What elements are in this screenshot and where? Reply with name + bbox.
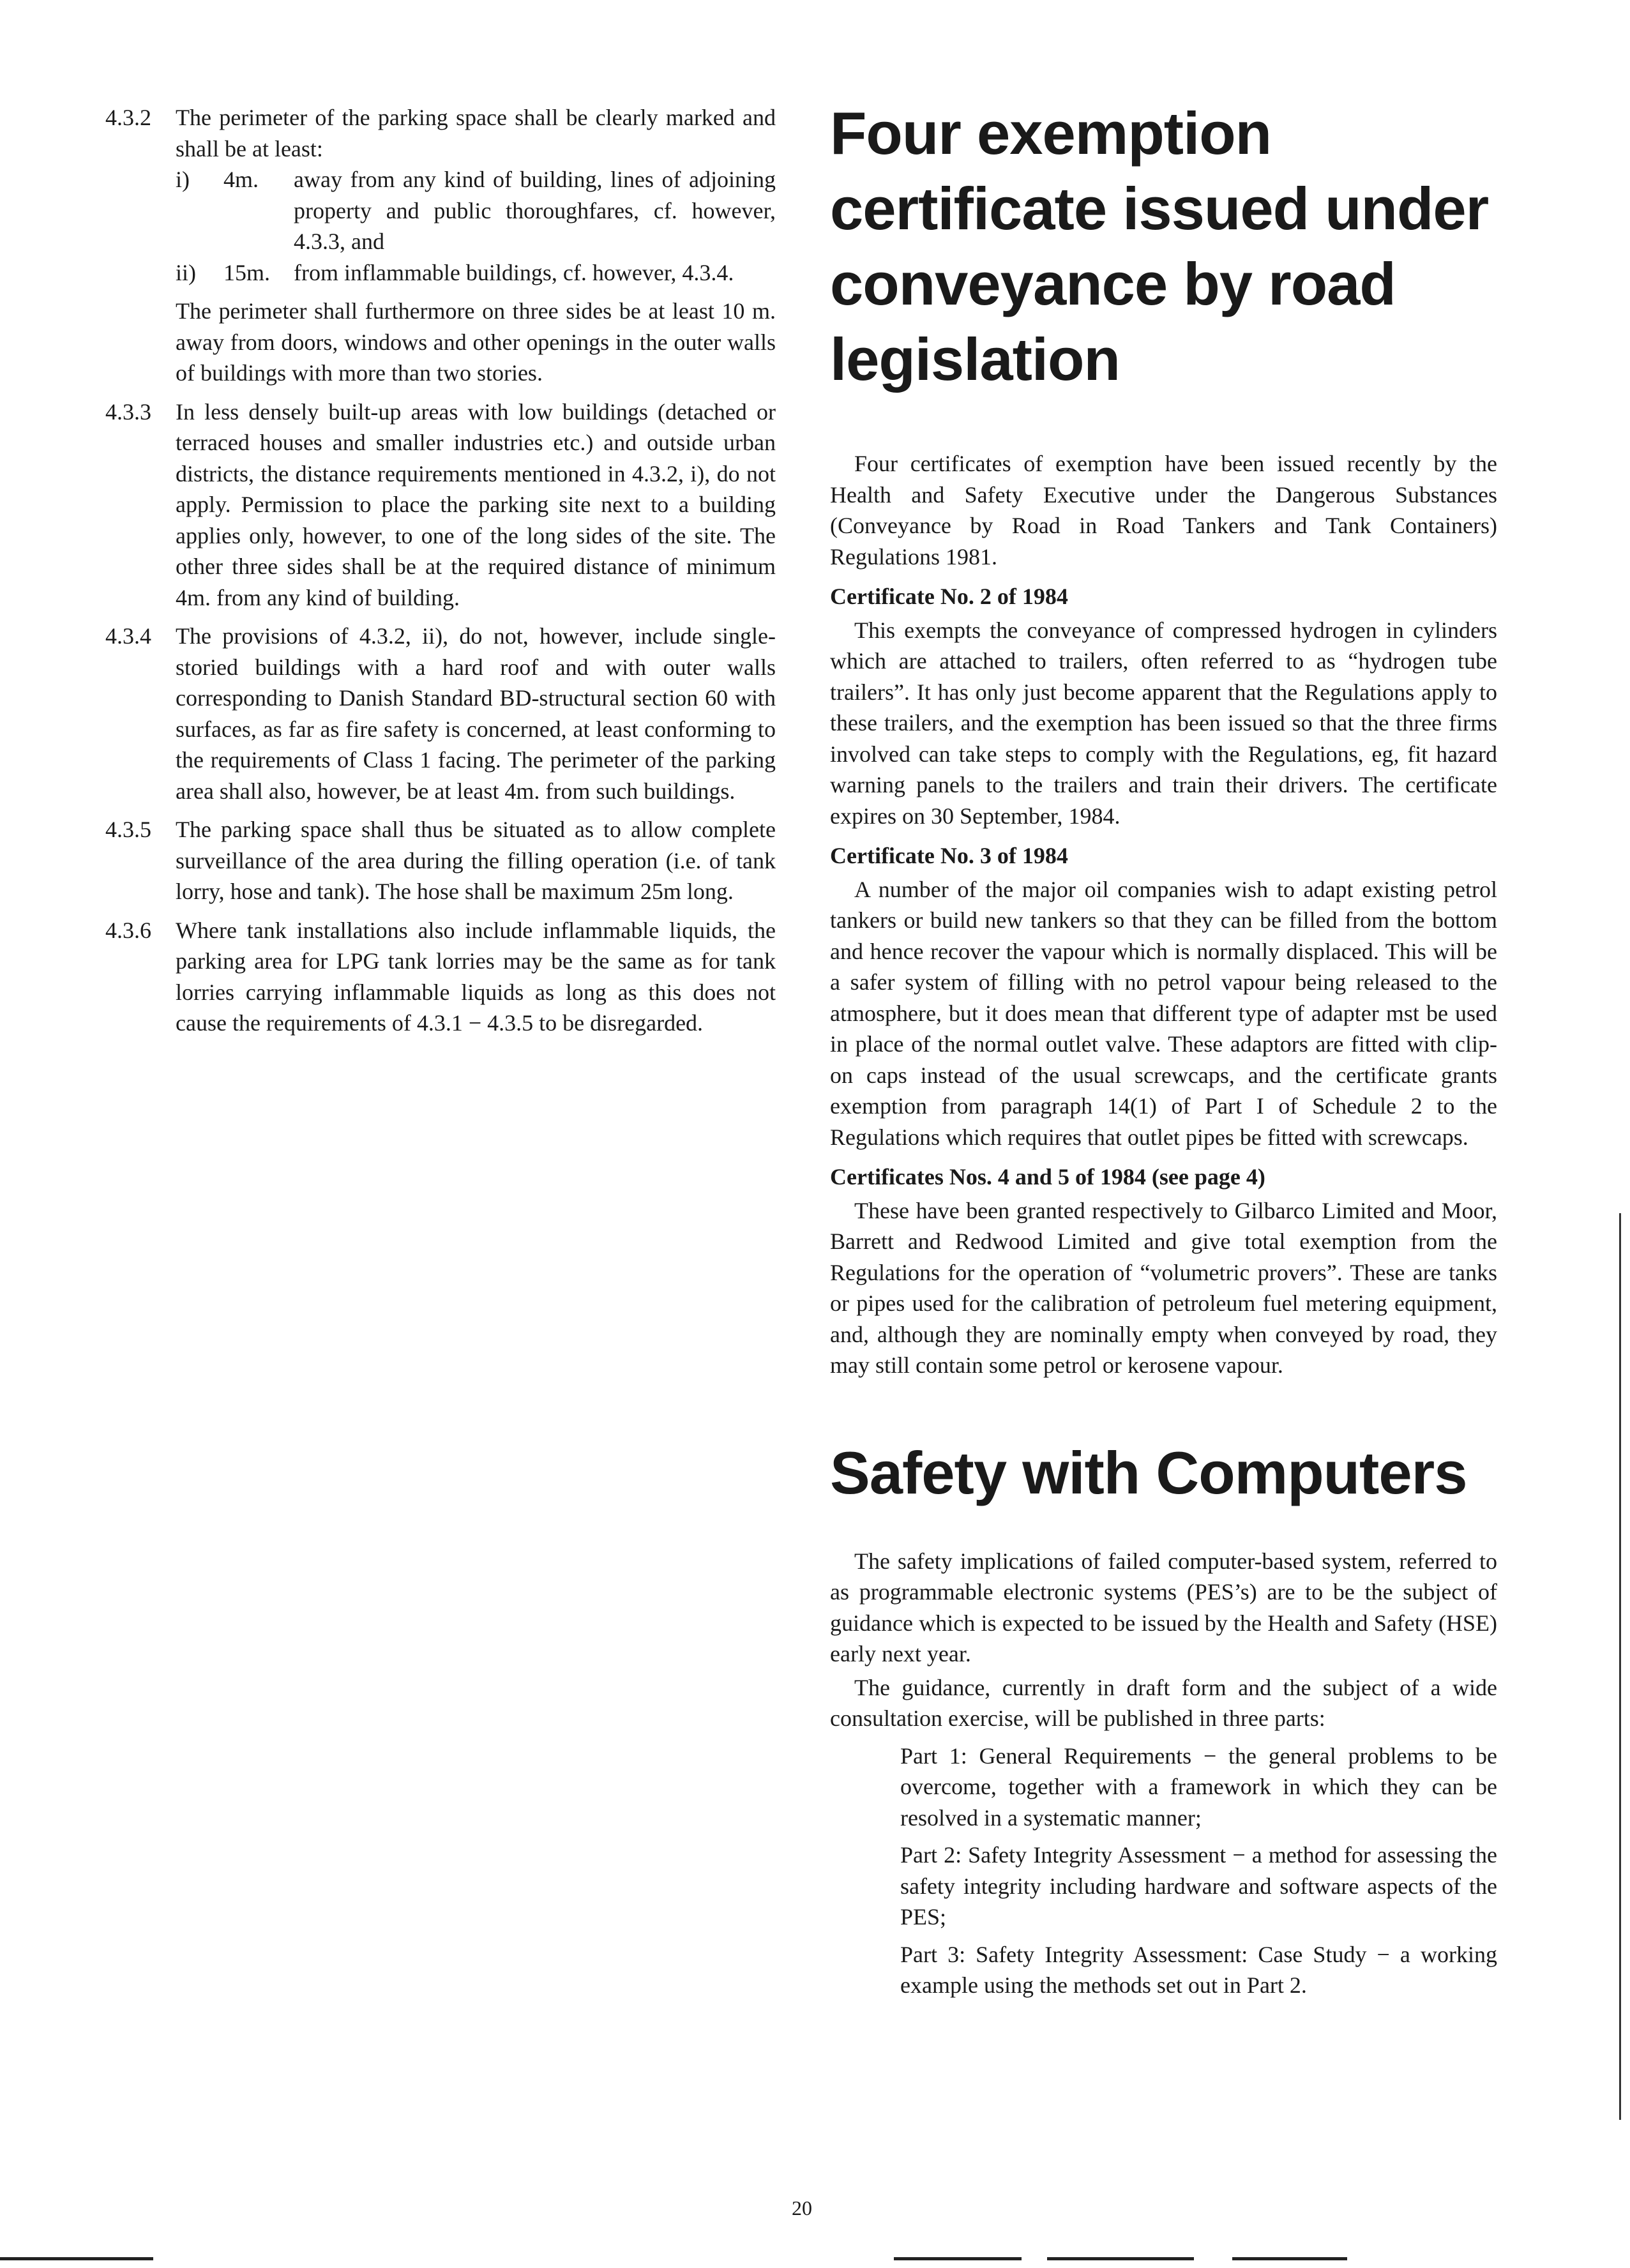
scan-bottom-mark xyxy=(0,2257,153,2260)
guidance-part-3: Part 3: Safety Integrity Assessment: Case Study − a working example using the methods set out in Part 2. xyxy=(900,1941,1497,1998)
left-column xyxy=(105,102,776,1047)
clause-4-3-3 xyxy=(105,397,776,614)
clause-text: The parking space shall thus be situated as to allow complete surveillance of the area during the filling operation (i.e. of tank lorry, hose and tank). The hose shall be maximum 25m long. xyxy=(176,817,776,904)
sub-item-i: i) 4m. away from any kind of building, lines of adjoining property and public thoroughfares, cf. however, 4.3.3, and xyxy=(176,167,776,254)
scan-edge-line xyxy=(1619,1213,1621,2120)
scan-bottom-mark xyxy=(894,2257,1022,2260)
clause-number: 4.3.2 xyxy=(105,105,151,130)
clause-number: 4.3.3 xyxy=(105,398,151,425)
clause-number: 4.3.5 xyxy=(105,817,151,842)
certificate-4-5-heading: Certificates Nos. 4 and 5 of 1984 (see page 4) xyxy=(830,1164,1265,1190)
certificate-4-5-text: These have been granted respectively to Gilbarco Limited and Moor, Barrett and Redwood Limited and give total exemption from the Regulations for the operation of “volumetric provers”. These are tanks or pipes used for the calibration of petroleum fuel metering equipment, and, although they are nominally empty when conveyed by road, they may still contain some petrol or kerosene vapour. xyxy=(830,1197,1497,1378)
right-column xyxy=(830,96,1497,2001)
clause-4-3-4 xyxy=(105,621,776,806)
clause-lead: The perimeter of the parking space shall be clearly marked and shall be at least: xyxy=(176,105,776,162)
page-number: 20 xyxy=(792,2196,812,2219)
scan-bottom-mark xyxy=(1232,2257,1347,2260)
clause-text: Where tank installations also include inflammable liquids, the parking area for LPG tank lorries may be the same as for tank lorries carrying inflammable liquids as long as this does not cause the requirements of 4.3.1 − 4.3.5 to be disregarded. xyxy=(176,917,776,1036)
guidance-part-1: Part 1: General Requirements − the general problems to be overcome, together with a framework in which they can be resolved in a systematic manner; xyxy=(900,1743,1497,1831)
certificate-2-heading: Certificate No. 2 of 1984 xyxy=(830,584,1068,609)
article-intro: Four certificates of exemption have been issued recently by the Health and Safety Executive under the Dangerous Substances (Conveyance by Road in Road Tankers and Tank Containers) Regulations 1981. xyxy=(830,451,1497,570)
clause-4-3-6 xyxy=(105,915,776,1039)
clause-text: The provisions of 4.3.2, ii), do not, however, include single-storied buildings with a hard roof and with outer walls corresponding to Danish Standard BD-structural section 60 with surfaces, as far as fire safety is concerned, at least conforming to the requirements of Class 1 facing. The perimeter of the parking area shall also, however, be at least 4m. from such buildings. xyxy=(176,623,776,804)
computers-para-2: The guidance, currently in draft form and the subject of a wide consultation exercise, will be published in three parts: xyxy=(830,1674,1497,1731)
clause-tail: The perimeter shall furthermore on three sides be at least 10 m. away from doors, windows and other openings in the outer walls of buildings with more than two stories. xyxy=(176,298,776,386)
guidance-part-2: Part 2: Safety Integrity Assessment − a method for assessing the safety integrity including hardware and software aspects of the PES; xyxy=(900,1842,1497,1930)
certificate-3-heading: Certificate No. 3 of 1984 xyxy=(830,843,1068,868)
sub-item-ii: ii) 15m. from inflammable buildings, cf. however, 4.3.4. xyxy=(176,259,734,285)
clause-4-3-5 xyxy=(105,814,776,907)
computers-para-1: The safety implications of failed computer-based system, referred to as programmable electronic systems (PES’s) are to be the subject of guidance which is expected to be issued by the Health and Safety (HSE) early next year. xyxy=(830,1548,1497,1667)
clause-number: 4.3.6 xyxy=(105,917,151,943)
article-title-exemption: Four exemption certificate issued under conveyance by road legislation xyxy=(830,100,1489,393)
scan-bottom-mark xyxy=(1047,2257,1194,2260)
certificate-3-text: A number of the major oil companies wish to adapt existing petrol tankers or build new tankers so that they can be filled from the bottom and hence recover the vapour which is normally displaced. This will be a safer system of filling with no petrol vapour being released to the atmosphere, but it does mean that different type of adapter mst be used in place of the normal outlet valve. These adaptors are fitted with clip-on caps instead of the usual screwcaps, and the certificate grants exemption from paragraph 14(1) of Part I of Schedule 2 to the Regulations which requires that outlet pipes be fitted with screwcaps. xyxy=(830,876,1497,1150)
certificate-2-text: This exempts the conveyance of compressed hydrogen in cylinders which are attached to trailers, often referred to as “hydrogen tube trailers”. It has only just become apparent that the Regulations apply to these trailers, and the exemption has been issued so that the three firms involved can take steps to comply with the Regulations, eg, fit hazard warning panels to the trailers and train their drivers. The certificate expires on 30 September, 1984. xyxy=(830,617,1497,829)
clause-number: 4.3.4 xyxy=(105,623,151,649)
article-title-computers: Safety with Computers xyxy=(830,1439,1467,1506)
clause-text: In less densely built-up areas with low buildings (detached or terraced houses and smaller industries etc.) and outside urban districts, the distance requirements mentioned in 4.3.2, i), do not apply. Permission to place the parking site next to a building applies only, however, to one of the long sides of the site. The other three sides shall be at the required distance of minimum 4m. from any kind of building. xyxy=(176,398,776,610)
clause-4-3-2 xyxy=(105,102,776,389)
